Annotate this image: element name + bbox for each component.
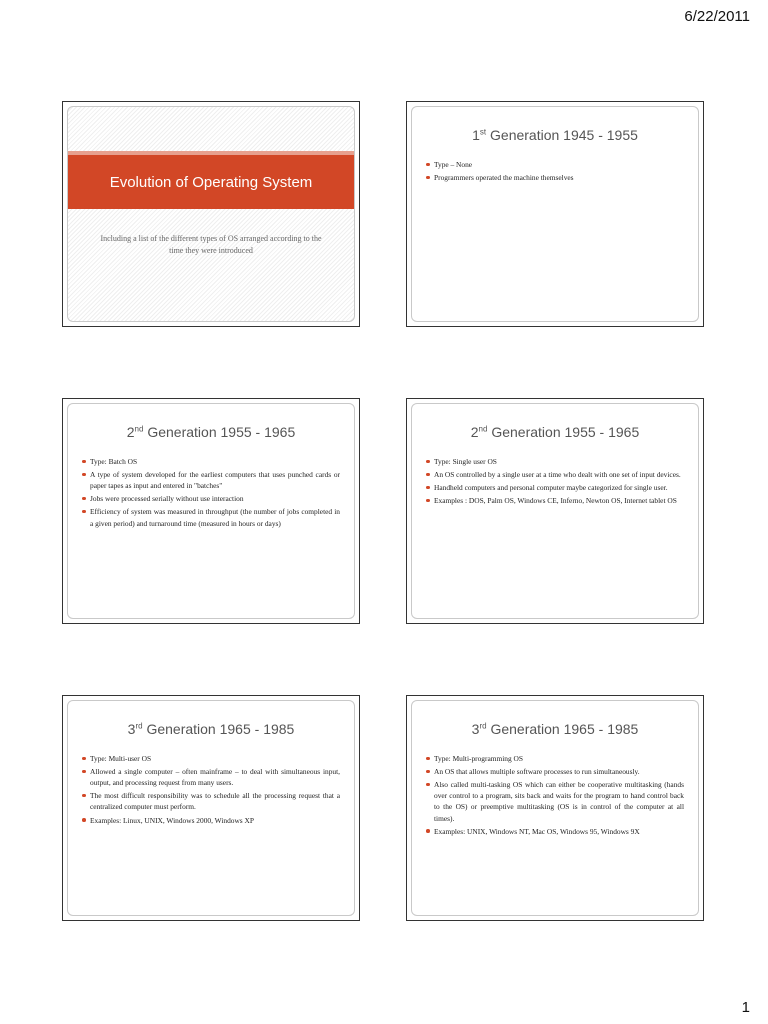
slide-body xyxy=(411,403,699,619)
title-band xyxy=(68,151,354,209)
slide-2nd-generation-single-user xyxy=(406,398,704,624)
bullet-item: An OS that allows multiple software processes to run simultaneously. xyxy=(434,766,684,777)
bullet-item: Handheld computers and personal computer maybe categorized for single user. xyxy=(434,482,684,493)
bullet-item: Programmers operated the machine themselves xyxy=(434,172,684,183)
bullet-item: A type of system developed for the earliest computers that uses punched cards or paper tapes as input and entered in "batches" xyxy=(90,470,340,491)
bullet-item: Type: Multi-programming OS xyxy=(434,753,684,764)
slide-3rd-generation-multi-user xyxy=(62,695,360,921)
slide-heading: 2nd Generation 1955 - 1965 xyxy=(470,424,640,440)
page-date: 6/22/2011 xyxy=(684,8,750,25)
slide-heading: 3rd Generation 1965 - 1985 xyxy=(127,721,295,737)
bullet-list xyxy=(412,753,698,837)
bullet-item: Examples: UNIX, Windows NT, Mac OS, Windows 95, Windows 9X xyxy=(434,826,684,837)
slide-subtitle: Including a list of the different types of OS arranged according to the time they were introduced xyxy=(100,234,322,255)
bullet-item: Jobs were processed serially without use interaction xyxy=(90,493,340,504)
bullet-item: Allowed a single computer – often mainframe – to deal with simultaneous input, output, and processing request from many users. xyxy=(90,767,340,788)
bullet-list xyxy=(412,456,698,506)
page-number: 1 xyxy=(741,999,750,1016)
bullet-list xyxy=(68,456,354,529)
slide-title xyxy=(62,101,360,327)
bullet-item: Type: Batch OS xyxy=(90,456,340,467)
slide-heading: 3rd Generation 1965 - 1985 xyxy=(471,721,639,737)
slide-2nd-generation-batch xyxy=(62,398,360,624)
bullet-list xyxy=(412,159,698,183)
slide-heading: 1st Generation 1945 - 1955 xyxy=(472,127,638,143)
bullet-list xyxy=(68,753,354,826)
bullet-item: Efficiency of system was measured in throughput (the number of jobs completed in a given period) and turnaround time (measured in hours or days) xyxy=(90,507,340,528)
bullet-item: Type: Single user OS xyxy=(434,456,684,467)
bullet-item: Examples : DOS, Palm OS, Windows CE, Inferno, Newton OS, Internet tablet OS xyxy=(434,495,684,506)
slide-body xyxy=(67,403,355,619)
slide-body xyxy=(411,106,699,322)
slide-heading: 2nd Generation 1955 - 1965 xyxy=(126,424,296,440)
slide-body xyxy=(67,700,355,916)
slide-3rd-generation-multi-programming xyxy=(406,695,704,921)
slide-body xyxy=(411,700,699,916)
bullet-item: An OS controlled by a single user at a time who dealt with one set of input devices. xyxy=(434,469,684,480)
slide-title-text: Evolution of Operating System xyxy=(109,173,313,191)
slide-1st-generation xyxy=(406,101,704,327)
bullet-item: Type – None xyxy=(434,159,684,170)
bullet-item: The most difficult responsibility was to schedule all the processing request that a centralized computer must perform. xyxy=(90,791,340,812)
bullet-item: Type: Multi-user OS xyxy=(90,753,340,764)
bullet-item: Also called multi-tasking OS which can either be cooperative multitasking (hands over control to a program, sits back and waits for the program to hand control back to the OS) or preemptive multitasking (OS is in control of the computer at all times). xyxy=(434,780,684,823)
slide-background xyxy=(67,106,355,322)
bullet-item: Examples: Linux, UNIX, Windows 2000, Windows XP xyxy=(90,815,340,826)
